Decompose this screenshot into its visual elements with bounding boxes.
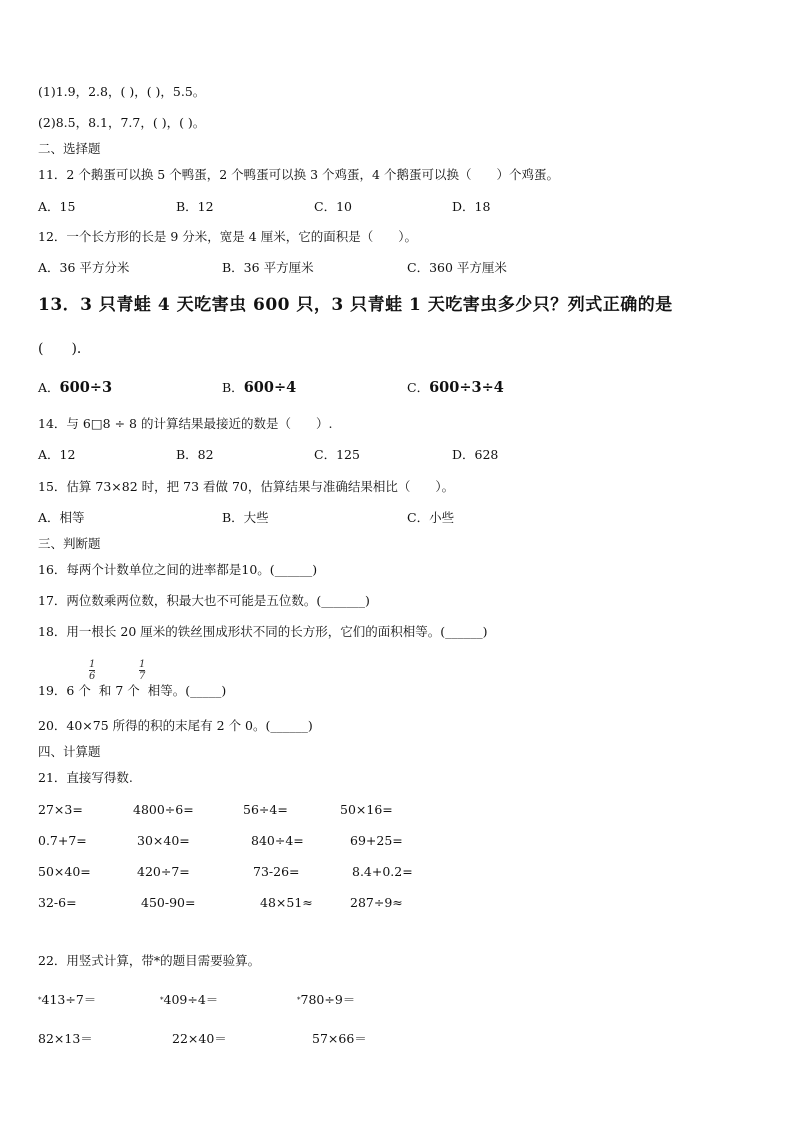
section-heading-calc: 四、计算题: [38, 744, 101, 759]
question-12-stem: 12．一个长方形的长是 9 分米，宽是 4 厘米，它的面积是（ ）。: [38, 229, 417, 244]
q13-option-c-expr: 600÷3÷4: [429, 379, 504, 396]
question-16: 16．每两个计数单位之间的进率都是10。(______): [38, 562, 318, 577]
question-18: 18．用一根长 20 厘米的铁丝围成形状不同的长方形，它们的面积相等。(______): [38, 624, 488, 639]
question-14-stem: 14．与 6□8 ÷ 8 的计算结果最接近的数是（ ）.: [38, 416, 333, 431]
q14-option-c[interactable]: C．125: [314, 447, 360, 462]
question-15-stem: 15．估算 73×82 时，把 73 看做 70，估算结果与准确结果相比（ ）。: [38, 479, 455, 494]
calc-item: 30×40=: [137, 833, 190, 848]
q19-fraction-2-denominator: 7: [139, 671, 146, 682]
calc-item: 32-6=: [38, 895, 77, 910]
vertical-calc-expr: 413÷7＝: [41, 992, 97, 1007]
q13-option-c-label: C．: [407, 380, 430, 395]
question-19: [38, 683, 226, 699]
calc-item: 287÷9≈: [350, 895, 403, 910]
vertical-calc-item: [160, 992, 218, 1008]
calc-item: 8.4+0.2=: [352, 864, 413, 879]
calc-item: 73-26=: [253, 864, 300, 879]
q13-option-b-label: B．: [222, 380, 244, 395]
q13-option-a[interactable]: [38, 380, 112, 396]
question-13-stem: 13．3 只青蛙 4 天吃害虫 600 只，3 只青蛙 1 天吃害虫多少只？列式正确的是: [38, 295, 673, 315]
vertical-calc-item: [38, 992, 96, 1008]
calc-item: 840÷4=: [251, 833, 304, 848]
question-22-stem: 22．用竖式计算，带*的题目需要验算。: [38, 953, 261, 968]
q13-option-b[interactable]: [222, 380, 296, 396]
question-20: 20．40×75 所得的积的末尾有 2 个 0。(______): [38, 718, 313, 733]
q14-option-d[interactable]: D．628: [452, 447, 499, 462]
calc-item: 0.7+7=: [38, 833, 87, 848]
q10-line-1: (1)1.9，2.8，( )，( )，5.5。: [38, 84, 206, 99]
question-21-stem: 21．直接写得数.: [38, 770, 133, 785]
star-mark: *: [297, 996, 301, 1004]
q13-option-a-expr: 600÷3: [59, 379, 113, 396]
star-mark: *: [160, 996, 164, 1004]
section-heading-choice: 二、选择题: [38, 141, 101, 156]
q13-option-a-label: A．: [38, 380, 60, 395]
vertical-calc-expr: 409÷4＝: [163, 992, 219, 1007]
q19-fraction-2: [139, 659, 145, 682]
calc-item: 50×16=: [340, 802, 393, 817]
vertical-calc-item: 57×66＝: [312, 1031, 367, 1046]
q14-option-a[interactable]: A．12: [38, 447, 76, 462]
vertical-calc-item: 82×13＝: [38, 1031, 93, 1046]
q13-option-b-expr: 600÷4: [243, 379, 297, 396]
q19-fraction-1-denominator: 6: [89, 671, 96, 682]
q12-option-a[interactable]: A．36 平方分米: [38, 260, 130, 275]
question-11-stem: 11．2 个鹅蛋可以换 5 个鸭蛋，2 个鸭蛋可以换 3 个鸡蛋，4 个鹅蛋可以换（ ）个鸡蛋。: [38, 167, 559, 182]
vertical-calc-expr: 780÷9＝: [300, 992, 356, 1007]
calc-item: 450-90=: [141, 895, 196, 910]
calc-item: 27×3=: [38, 802, 83, 817]
vertical-calc-item: 22×40＝: [172, 1031, 227, 1046]
q12-option-b[interactable]: B．36 平方厘米: [222, 260, 314, 275]
q15-option-a[interactable]: A．相等: [38, 510, 85, 525]
star-mark: *: [38, 996, 42, 1004]
q11-option-a[interactable]: A．15: [38, 199, 76, 214]
q19-fraction-2-numerator: 1: [139, 659, 146, 670]
calc-item: 69+25=: [350, 833, 403, 848]
section-heading-judge: 三、判断题: [38, 536, 101, 551]
calc-item: 56÷4=: [243, 802, 288, 817]
q19-prefix: 19．6 个: [38, 683, 91, 698]
q13-option-c[interactable]: [407, 380, 504, 396]
q19-fraction-1-numerator: 1: [89, 659, 96, 670]
question-13-blank: ( )．: [38, 341, 91, 357]
q19-suffix: 相等。(_____): [147, 683, 227, 698]
q15-option-c[interactable]: C．小些: [407, 510, 455, 525]
vertical-calc-item: [297, 992, 355, 1008]
q11-option-c[interactable]: C．10: [314, 199, 352, 214]
calc-item: 420÷7=: [137, 864, 190, 879]
q10-line-2: (2)8.5，8.1，7.7，( )，( )。: [38, 115, 206, 130]
q11-option-b[interactable]: B．12: [176, 199, 214, 214]
q19-middle: 和 7 个: [98, 683, 140, 698]
q19-fraction-1: [89, 659, 95, 682]
q11-option-d[interactable]: D．18: [452, 199, 491, 214]
question-17: 17．两位数乘两位数，积最大也不可能是五位数。(_______): [38, 593, 370, 608]
calc-item: 48×51≈: [260, 895, 313, 910]
calc-item: 4800÷6=: [133, 802, 194, 817]
calc-item: 50×40=: [38, 864, 91, 879]
q15-option-b[interactable]: B．大些: [222, 510, 269, 525]
q14-option-b[interactable]: B．82: [176, 447, 214, 462]
q12-option-c[interactable]: C．360 平方厘米: [407, 260, 507, 275]
